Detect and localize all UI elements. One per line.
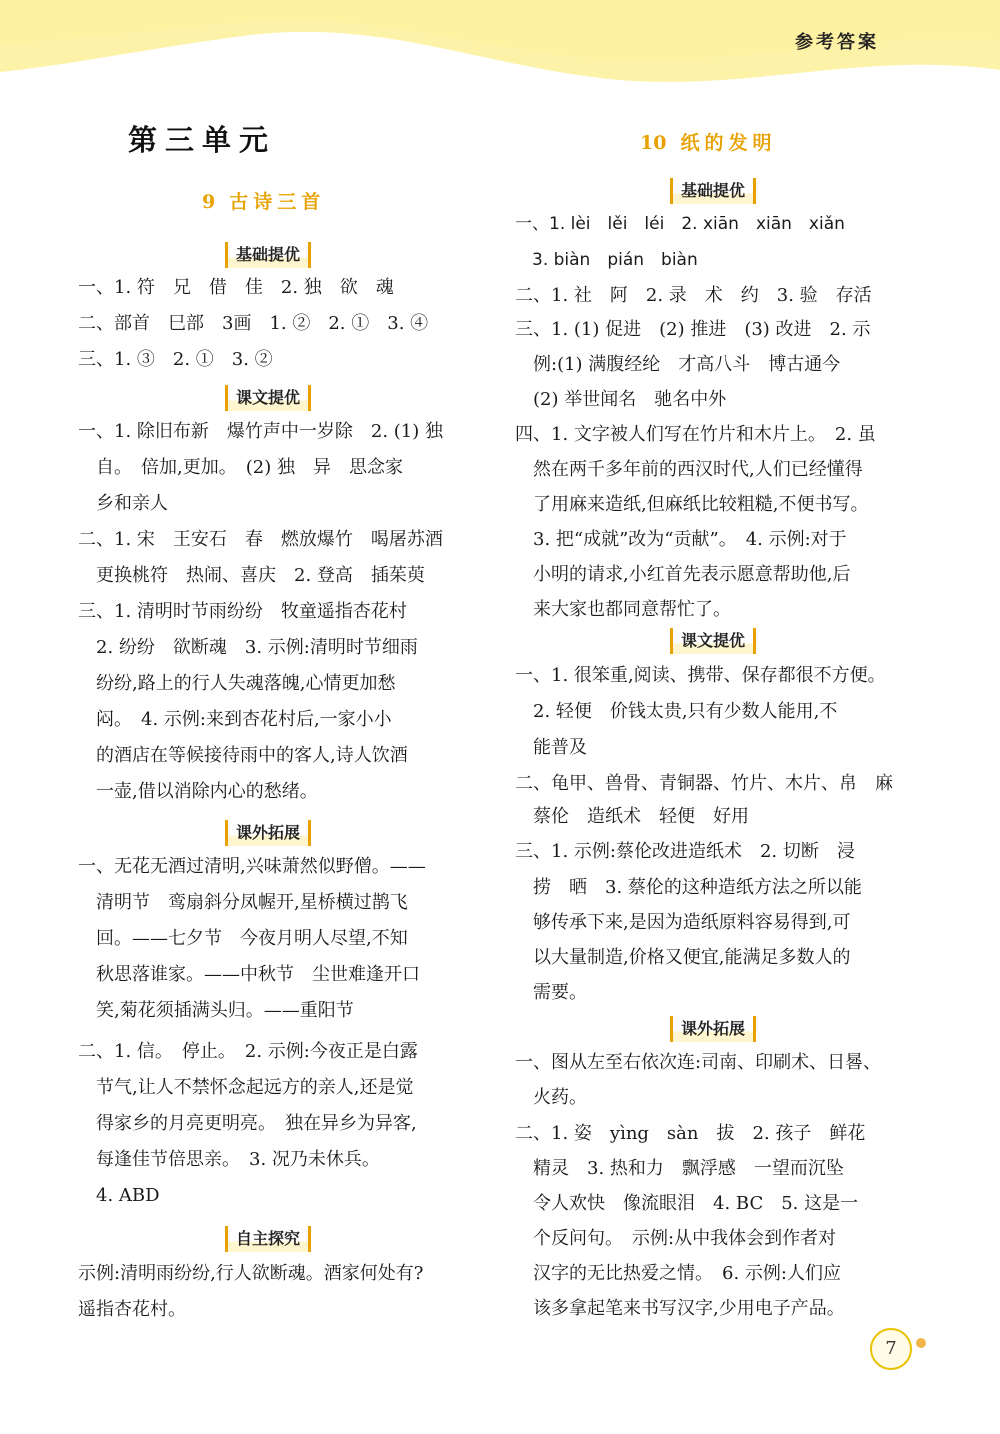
answer-line: 三、1. 示例:蔡伦改进造纸术 2. 切断 浸 <box>515 841 855 862</box>
answer-line: 一、1. 符 兄 借 佳 2. 独 欲 魂 <box>78 277 394 298</box>
answer-line: 来大家也都同意帮忙了。 <box>515 599 731 620</box>
answer-line: 二、龟甲、兽骨、青铜器、竹片、木片、帛 麻 <box>515 773 893 794</box>
answer-line: 汉字的无比热爱之情。 6. 示例:人们应 <box>515 1263 841 1284</box>
answer-line: 火药。 <box>515 1087 587 1108</box>
section-label: 自主探究 <box>225 1226 311 1252</box>
answer-line: 清明节 鸾扇斜分凤幄开,星桥横过鹊飞 <box>78 892 408 913</box>
section-label: 基础提优 <box>225 242 311 268</box>
answer-line: 精灵 3. 热和力 飘浮感 一望而沉坠 <box>515 1158 844 1179</box>
answer-line: 一、1. 除旧布新 爆竹声中一岁除 2. (1) 独 <box>78 421 444 442</box>
answer-line: 纷纷,路上的行人失魂落魄,心情更加愁 <box>78 673 396 694</box>
answer-line: 一、无花无酒过清明,兴味萧然似野僧。—— <box>78 856 426 877</box>
answer-line: 二、1. 宋 王安石 春 燃放爆竹 喝屠苏酒 <box>78 529 443 550</box>
page-number: 7 <box>870 1328 912 1370</box>
answer-line: 闷。 4. 示例:来到杏花村后,一家小小 <box>78 709 392 730</box>
answer-line: 笑,菊花须插满头归。——重阳节 <box>78 1000 354 1021</box>
answer-line: 3. biàn pián biàn <box>515 250 698 270</box>
answer-line: 节气,让人不禁怀念起远方的亲人,还是觉 <box>78 1077 414 1098</box>
answer-line: 4. ABD <box>78 1185 160 1206</box>
answer-line: 够传承下来,是因为造纸原料容易得到,可 <box>515 912 851 933</box>
lesson-number: 9 <box>202 191 216 213</box>
lesson-name: 纸的发明 <box>680 132 777 154</box>
answer-line: 一、图从左至右依次连:司南、印刷术、日晷、 <box>515 1052 882 1073</box>
answer-line: 一、1. lèi lěi léi 2. xiān xiān xiǎn <box>515 214 845 234</box>
answer-line: (2) 举世闻名 驰名中外 <box>515 389 727 410</box>
answer-line: 需要。 <box>515 982 587 1003</box>
answer-line: 捞 晒 3. 蔡伦的这种造纸方法之所以能 <box>515 877 862 898</box>
answer-line: 回。——七夕节 今夜月明人尽望,不知 <box>78 928 408 949</box>
answer-line: 能普及 <box>515 737 587 758</box>
answer-line: 二、部首 巳部 3画 1. ② 2. ① 3. ④ <box>78 313 429 334</box>
answer-line: 四、1. 文字被人们写在竹片和木片上。 2. 虽 <box>515 424 876 445</box>
answer-line: 蔡伦 造纸术 轻便 好用 <box>515 806 749 827</box>
lesson-title-10 <box>640 128 776 155</box>
answer-line: 示例:清明雨纷纷,行人欲断魂。酒家何处有? <box>78 1263 424 1284</box>
answer-line: 二、1. 信。 停止。 2. 示例:今夜正是白露 <box>78 1041 418 1062</box>
answer-line: 令人欢快 像流眼泪 4. BC 5. 这是一 <box>515 1193 859 1214</box>
answer-line: 一、1. 很笨重,阅读、携带、保存都很不方便。 <box>515 665 886 686</box>
section-label: 课外拓展 <box>225 820 311 846</box>
answer-line: 乡和亲人 <box>78 493 168 514</box>
header-tab: 参考答案 <box>795 32 879 53</box>
section-label: 课文提优 <box>670 628 756 654</box>
section-label: 课外拓展 <box>670 1016 756 1042</box>
answer-line: 该多拿起笔来书写汉字,少用电子产品。 <box>515 1298 845 1319</box>
header-band <box>0 0 1000 110</box>
answer-line: 秋思落谁家。——中秋节 尘世难逢开口 <box>78 964 420 985</box>
answer-line: 小明的请求,小红首先表示愿意帮助他,后 <box>515 564 851 585</box>
lesson-name: 古诗三首 <box>229 191 326 213</box>
answer-line: 三、1. 清明时节雨纷纷 牧童遥指杏花村 <box>78 601 407 622</box>
unit-title: 第三单元 <box>128 123 277 157</box>
answer-line: 更换桃符 热闹、喜庆 2. 登高 插茱萸 <box>78 565 425 586</box>
answer-line: 了用麻来造纸,但麻纸比较粗糙,不便书写。 <box>515 494 869 515</box>
answer-line: 的酒店在等候接待雨中的客人,诗人饮酒 <box>78 745 408 766</box>
answer-line: 2. 轻便 价钱太贵,只有少数人能用,不 <box>515 701 838 722</box>
answer-line: 二、1. 姿 yìng sàn 拔 2. 孩子 鲜花 <box>515 1123 866 1144</box>
answer-line: 个反问句。 示例:从中我体会到作者对 <box>515 1228 837 1249</box>
answer-line: 然在两千多年前的西汉时代,人们已经懂得 <box>515 459 863 480</box>
lesson-number: 10 <box>640 132 667 154</box>
answer-line: 遥指杏花村。 <box>78 1299 186 1320</box>
answer-line: 3. 把“成就”改为“贡献”。 4. 示例:对于 <box>515 529 847 550</box>
answer-line: 三、1. (1) 促进 (2) 推进 (3) 改进 2. 示 <box>515 319 871 340</box>
answer-line: 二、1. 社 阿 2. 录 术 约 3. 验 存活 <box>515 285 872 306</box>
answer-line: 每逢佳节倍思亲。 3. 况乃未休兵。 <box>78 1149 380 1170</box>
answer-line: 得家乡的月亮更明亮。 独在异乡为异客, <box>78 1113 417 1134</box>
answer-line: 自。 倍加,更加。 (2) 独 异 思念家 <box>78 457 403 478</box>
answer-line: 一壶,借以消除内心的愁绪。 <box>78 781 318 802</box>
section-label: 基础提优 <box>670 178 756 204</box>
lesson-title-9 <box>202 187 325 214</box>
answer-line: 以大量制造,价格又便宜,能满足多数人的 <box>515 947 851 968</box>
answer-line: 2. 纷纷 欲断魂 3. 示例:清明时节细雨 <box>78 637 418 658</box>
section-label: 课文提优 <box>225 385 311 411</box>
answer-line: 例:(1) 满腹经纶 才高八斗 博古通今 <box>515 354 841 375</box>
page-number-dot <box>916 1338 926 1348</box>
answer-line: 三、1. ③ 2. ① 3. ② <box>78 349 273 370</box>
